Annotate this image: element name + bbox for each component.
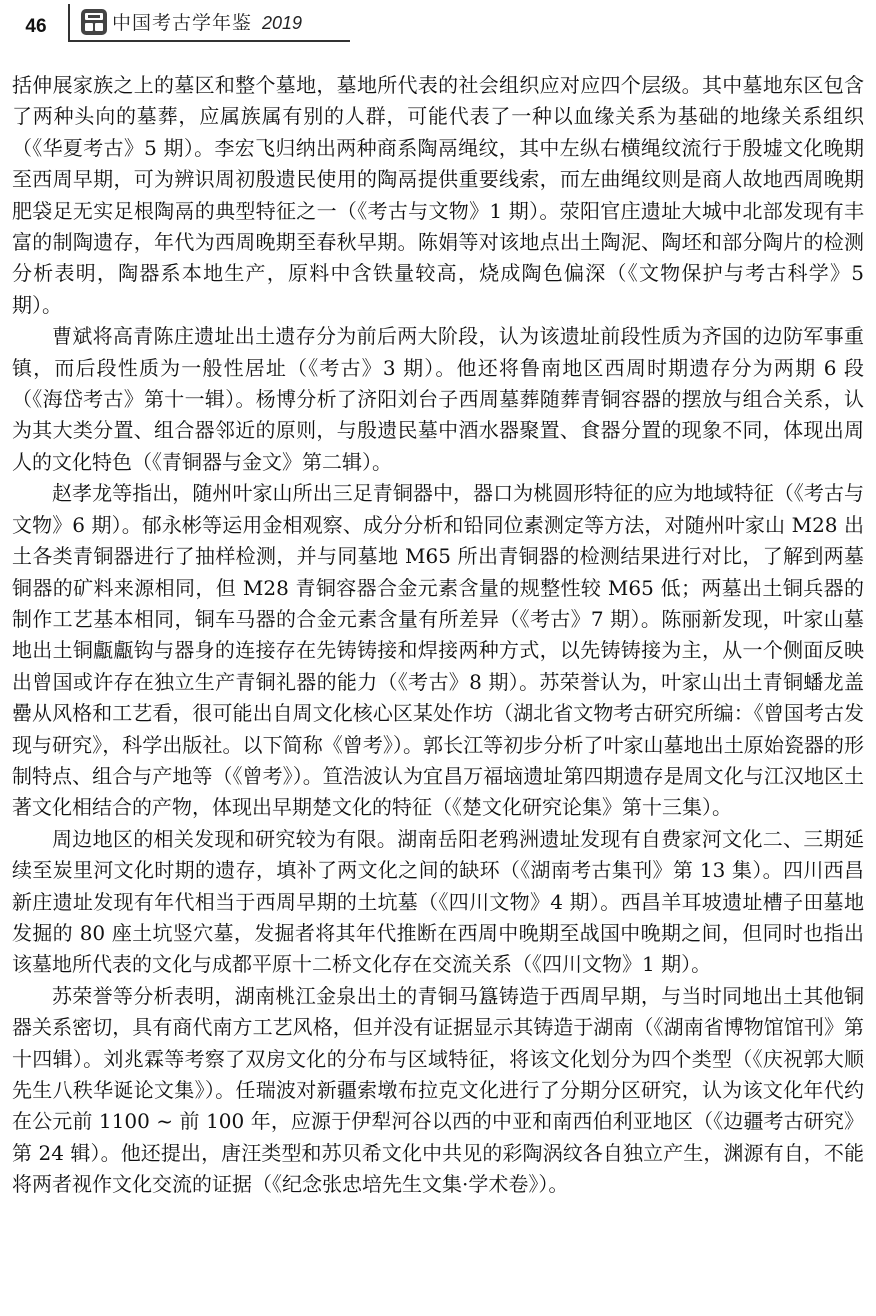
page-number: 46 — [25, 16, 47, 37]
paragraph: 苏荣誉等分析表明，湖南桃江金泉出土的青铜马簋铸造于西周早期，与当时同地出土其他铜器关系密切，具有商代南方工艺风格，但并没有证据显示其铸造于湖南（《湖南省博物馆馆刊》第十四辑）。刘兆霖等考察了双房文化的分布与区域特征，将该文化划分为四个类型（《庆祝郭大顺先生八秩华诞论文集》）。任瑞波对新疆索墩布拉克文化进行了分期分区研究，认为该文化年代约在公元前 1100 ~ 前 100 年，应源于伊犁河谷以西的中亚和南西伯利亚地区（《边疆考古研究》第 24 辑）。他还提出，唐汪类型和苏贝希文化中共见的彩陶涡纹各自独立产生，渊源有自，不能将两者视作文化交流的证据（《纪念张忠培先生文集·学术卷》）。 — [12, 983, 864, 1197]
paragraph: 括伸展家族之上的墓区和整个墓地，墓地所代表的社会组织应对应四个层级。其中墓地东区包含了两种头向的墓葬，应属族属有别的人群，可能代表了一种以血缘关系为基础的地缘关系组织（《华夏考古》5 期）。李宏飞归纳出两种商系陶鬲绳纹，其中左纵右横绳纹流行于殷墟文化晚期至西周早期，可为辨识周初殷遗民使用的陶鬲提供重要线索，而左曲绳纹则是商人故地西周晚期肥袋足无实足根陶鬲的典型特征之一（《考古与文物》1 期）。荥阳官庄遗址大城中北部发现有丰富的制陶遗存，年代为西周晚期至春秋早期。陈娟等对该地点出土陶泥、陶坯和部分陶片的检测分析表明，陶器系本地生产，原料中含铁量较高，烧成陶色偏深（《文物保护与考古科学》5 期）。 — [12, 73, 864, 317]
book-title — [112, 11, 302, 35]
paragraph: 周边地区的相关发现和研究较为有限。湖南岳阳老鸦洲遗址发现有自费家河文化二、三期延续至炭里河文化时期的遗存，填补了两文化之间的缺环（《湖南考古集刊》第 13 集）。四川西昌新庄遗址发现有年代相当于西周早期的土坑墓（《四川文物》4 期）。西昌羊耳坡遗址槽子田墓地发掘的 80 座土坑竖穴墓，发掘者将其年代推断在西周中晚期至战国中晚期之间，但同时也指出该墓地所代表的文化与成都平原十二桥文化存在交流关系（《四川文物》1 期）。 — [12, 826, 864, 977]
header-divider-horizontal — [68, 40, 350, 42]
page-header — [0, 0, 876, 46]
book-year: 2019 — [262, 13, 303, 33]
paragraph: 赵孝龙等指出，随州叶家山所出三足青铜器中，器口为桃圆形特征的应为地域特征（《考古与文物》6 期）。郁永彬等运用金相观察、成分分析和铅同位素测定等方法，对随州叶家山 M28 出土各类青铜器进行了抽样检测，并与同墓地 M65 所出青铜器的检测结果进行对比，了解到两墓铜器的矿料来源相同，但 M28 青铜容器合金元素含量的规整性较 M65 低；两墓出土铜兵器的制作工艺基本相同，铜车马器的合金元素含量有所差异（《考古》7 期）。陈丽新发现，叶家山墓地出土铜甗甗钩与器身的连接存在先铸铸接和焊接两种方式，以先铸铸接为主，从一个侧面反映出曾国或许存在独立生产青铜礼器的能力（《考古》8 期）。苏荣誉认为，叶家山出土青铜蟠龙盖罍从风格和工艺看，很可能出自周文化核心区某处作坊（湖北省文物考古研究所编：《曾国考古发现与研究》，科学出版社。以下简称《曾考》）。郭长江等初步分析了叶家山墓地出土原始瓷器的形制特点、组合与产地等（《曾考》）。笪浩波认为宜昌万福垴遗址第四期遗存是周文化与江汉地区土著文化相结合的产物，体现出早期楚文化的特征（《楚文化研究论集》第十三集）。 — [12, 481, 864, 820]
book-title-text: 中国考古学年鉴 — [112, 12, 253, 34]
paragraph: 曹斌将高青陈庄遗址出土遗存分为前后两大阶段，认为该遗址前段性质为齐国的边防军事重镇，而后段性质为一般性居址（《考古》3 期）。他还将鲁南地区西周时期遗存分为两期 6 段（《海岱考古》第十一辑）。杨博分析了济阳刘台子西周墓葬随葬青铜容器的摆放与组合关系，认为其大类分置、组合器邻近的原则，与殷遗民墓中酒水器聚置、食器分置的现象不同，体现出周人的文化特色（《青铜器与金文》第二辑）。 — [12, 324, 864, 474]
article-body — [12, 70, 864, 1201]
header-divider-vertical — [68, 4, 70, 42]
yearbook-seal-icon — [80, 8, 108, 36]
